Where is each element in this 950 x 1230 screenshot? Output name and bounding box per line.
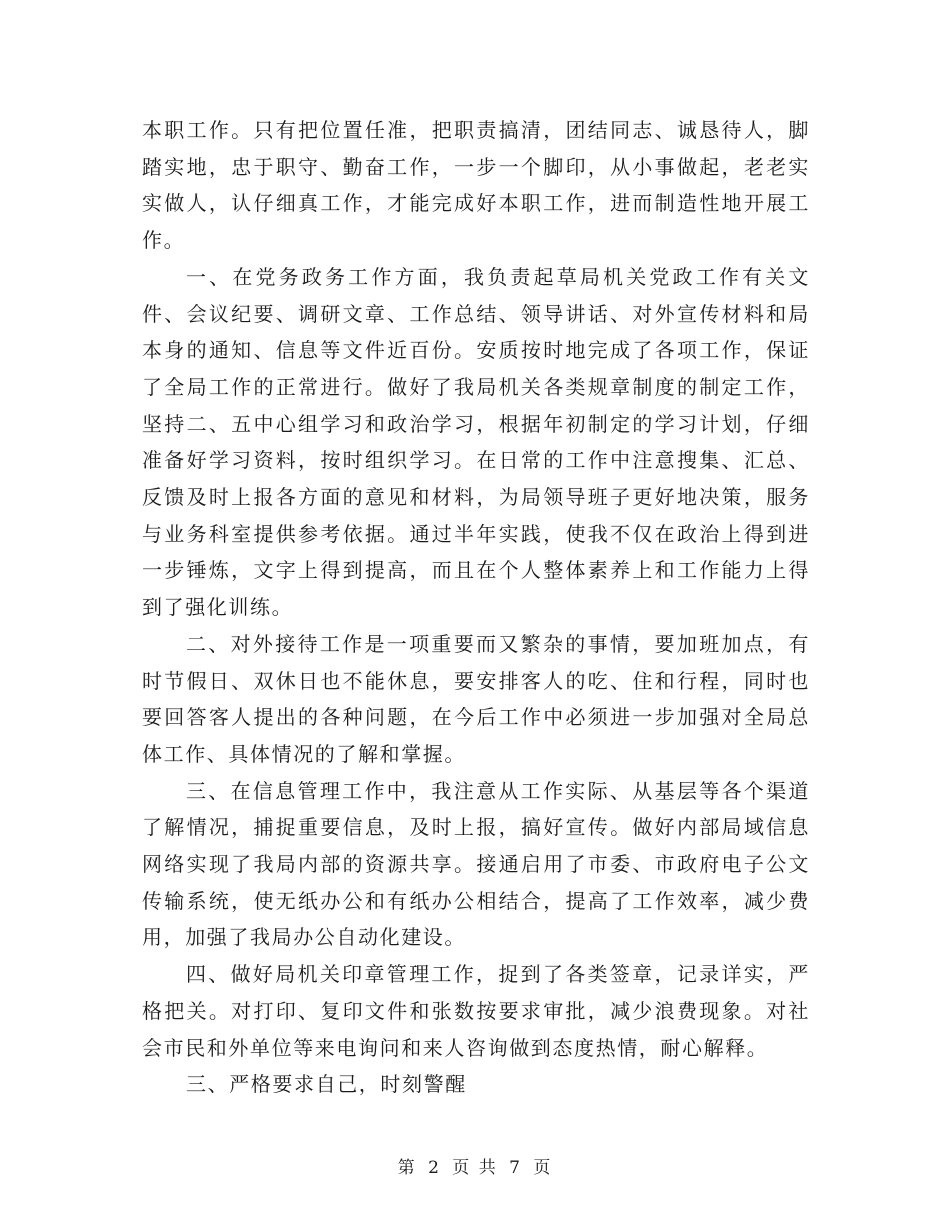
footer-prefix: 第	[397, 1158, 417, 1178]
paragraph-seal-management: 四、做好局机关印章管理工作，捉到了各类签章，记录详实，严格把关。对打印、复印文件和张数按要求审批，减少浪费现象。对社会市民和外单位等来电询问和来人咨询做到态度热情，耐心解释。	[142, 962, 810, 1060]
paragraph-reception: 二、对外接待工作是一项重要而又繁杂的事情，要加班加点，有时节假日、双休日也不能休息，要安排客人的吃、住和行程，同时也要回答客人提出的各种问题，在今后工作中必须进一步加强对全局总体工作、具体情况的了解和掌握。	[142, 631, 810, 766]
document-body	[142, 112, 810, 1103]
footer-total-pages: 7	[509, 1158, 522, 1178]
paragraph-party-affairs: 一、在党务政务工作方面，我负责起草局机关党政工作有关文件、会议纪要、调研文章、工作总结、领导讲话、对外宣传材料和局本身的通知、信息等文件近百份。安质按时地完成了各项工作，保证了全局工作的正常进行。做好了我局机关各类规章制度的制定工作，坚持二、五中心组学习和政治学习，根据年初制定的学习计划，仔细准备好学习资料，按时组织学习。在日常的工作中注意搜集、汇总、反馈及时上报各方面的意见和材料，为局领导班子更好地决策，服务与业务科室提供参考依据。通过半年实践，使我不仅在政治上得到进一步锤炼，文字上得到提高，而且在个人整体素养上和工作能力上得到了强化训练。	[142, 264, 810, 620]
page-footer	[0, 1153, 950, 1178]
paragraph-information-management: 三、在信息管理工作中，我注意从工作实际、从基层等各个渠道了解情况，捕捉重要信息，及时上报，搞好宣传。做好内部局域信息网络实现了我局内部的资源共享。接通启用了市委、市政府电子公文传输系统，使无纸办公和有纸办公相结合，提高了工作效率，减少费用，加强了我局办公自动化建设。	[142, 778, 810, 950]
paragraph-continuation: 本职工作。只有把位置任准，把职责搞清，团结同志、诚恳待人，脚踏实地，忠于职守、勤奋工作，一步一个脚印，从小事做起，老老实实做人，认仔细真工作，才能完成好本职工作，进而制造性地开展工作。	[142, 118, 810, 253]
footer-suffix: 页	[533, 1158, 553, 1178]
paragraph-self-discipline: 三、严格要求自己，时刻警醒	[186, 1072, 467, 1097]
footer-page-number: 2	[428, 1158, 441, 1178]
footer-middle: 页 共	[452, 1158, 498, 1178]
